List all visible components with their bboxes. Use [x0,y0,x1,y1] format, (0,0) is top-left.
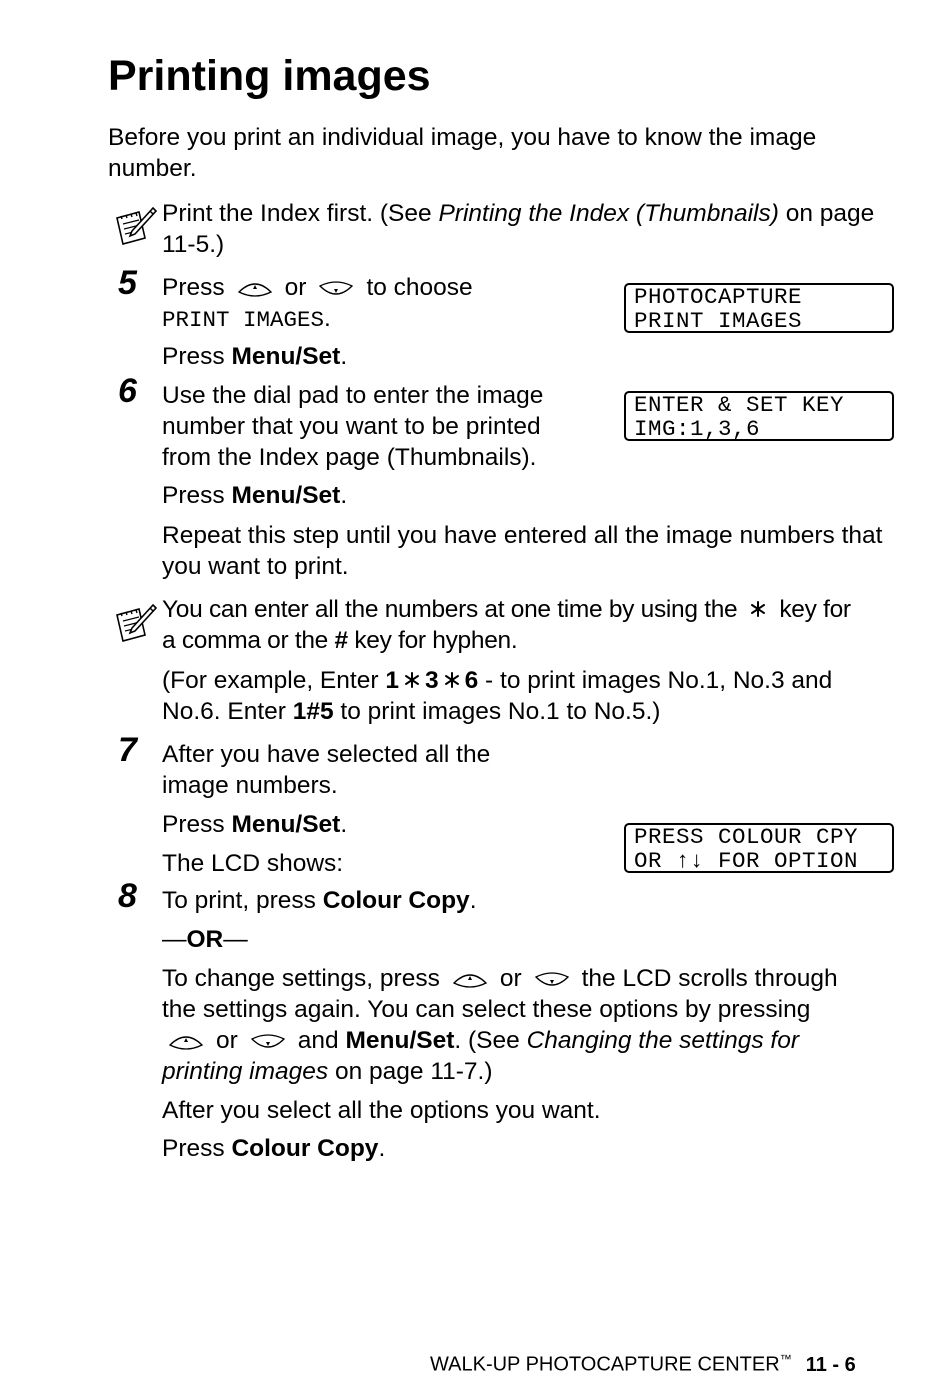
step-8-number: 8 [118,877,137,915]
menu-set-key: Menu/Set [231,343,341,370]
menu-set-key: Menu/Set [231,482,341,509]
star-key-icon [403,671,421,689]
up-arrow-key-icon [237,279,273,299]
step-5-press-menu-set: Press Menu/Set. [162,343,348,370]
menu-set-key: Menu/Set [231,811,341,838]
menu-set-key: Menu/Set [345,1027,455,1054]
down-arrow-key-icon [250,1032,286,1052]
trademark-symbol: ™ [779,1352,792,1366]
step-7-lcd-shows: The LCD shows: [162,850,344,877]
step-8-or-separator: —OR— [162,926,248,953]
up-arrow-key-icon [452,970,488,990]
lcd-press-colour-copy: PRESS COLOUR CPY OR ↑↓ FOR OPTION [624,823,894,873]
note-pen-icon [113,204,157,246]
footer-section-title: WALK-UP PHOTOCAPTURE CENTER [430,1353,780,1376]
step-6-number: 6 [118,372,137,410]
down-arrow-key-icon [534,970,570,990]
colour-copy-key: Colour Copy [322,887,470,914]
page-title: Printing images [108,52,431,100]
up-arrow-key-icon [168,1032,204,1052]
star-key-icon [443,671,461,689]
step-6-press-menu-set: Press Menu/Set. [162,482,348,509]
step-6-text: Use the dial pad to enter the image number that you want to be printed from the Index page (Thumbnails). [162,382,544,471]
colour-copy-key: Colour Copy [231,1135,379,1162]
note-multiple-numbers: You can enter all the numbers at one time by using the key for a comma or the # key for hyphen. [162,596,851,654]
note-index-first: Print the Index first. (See Printing the Index (Thumbnails) on page 11-5.) [162,200,875,258]
star-key-icon [749,600,767,618]
print-images-option: PRINT IMAGES [162,307,325,333]
step-7-number: 7 [118,731,137,769]
down-arrow-key-icon [318,279,354,299]
page-footer [430,1346,856,1378]
page-number: 11 - 6 [805,1353,856,1376]
step-7-text: After you have selected all the image numbers. [162,741,491,799]
step-6-repeat-text: Repeat this step until you have entered all the image numbers that you want to print. [162,522,883,580]
step-8-change-settings: To change settings, press or the LCD scrolls through the settings again. You can select these options by pressing or and Menu/Set. (See Changing the settings for printing images on page 11-7.) [162,965,838,1085]
note-example: (For example, Enter 1 3 6 - to print images No.1, No.3 and No.6. Enter 1#5 to print images No.1 to No.5.) [162,667,833,725]
lcd-enter-set-key: ENTER & SET KEY IMG:1,3,6 [624,391,894,441]
note-pen-icon [113,601,157,643]
note-index-reference: Printing the Index (Thumbnails) [438,200,779,227]
step-5-text: Press or to choose PRINT IMAGES. [162,274,473,333]
step-8-press-colour-copy: Press Colour Copy. [162,1135,386,1162]
step-7-press-menu-set: Press Menu/Set. [162,811,348,838]
step-5-number: 5 [118,264,137,302]
step-8-after-select: After you select all the options you want. [162,1097,601,1124]
lcd-photocapture: PHOTOCAPTURE PRINT IMAGES [624,283,894,333]
step-8-to-print: To print, press Colour Copy. [162,887,477,914]
intro-text: Before you print an individual image, you have to know the image number. [108,124,817,182]
hash-key: # [334,627,348,654]
